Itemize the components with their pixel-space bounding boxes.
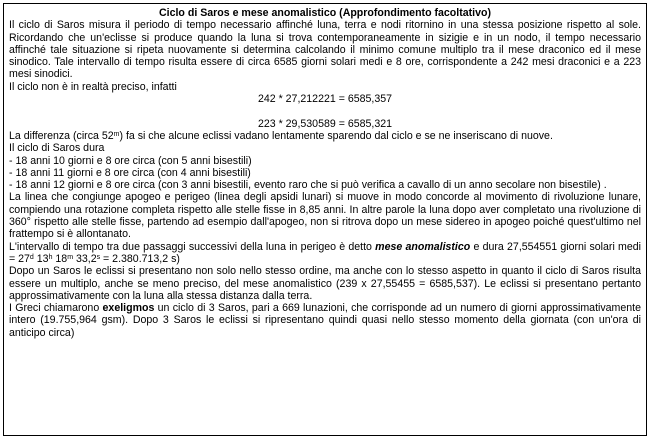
anomalistic-text: L'intervallo di tempo tra due passaggi successivi della luna in perigeo è detto bbox=[9, 240, 376, 253]
paragraph-not-precise: Il ciclo non è in realtà preciso, infatti bbox=[9, 80, 177, 93]
exeligmos-text: I Greci chiamarono bbox=[9, 302, 103, 315]
anomalistic-text: 18 bbox=[52, 252, 68, 265]
bullet-item: - 18 anni 11 giorni e 8 ore circa (con 4 anni bisestili) bbox=[9, 166, 251, 179]
difference-sup: m bbox=[113, 130, 120, 138]
unit-sup: d bbox=[29, 253, 34, 261]
paragraph-anomalistic-month bbox=[9, 241, 641, 266]
paragraph-difference bbox=[9, 130, 641, 142]
bullet-item: - 18 anni 12 giorni e 8 ore circa (con 3 anni bisestili, evento raro che si può verifica a cavallo di un anno secolare non bisestile) . bbox=[9, 179, 607, 192]
unit-sup: m bbox=[67, 253, 74, 261]
text-box bbox=[3, 3, 647, 436]
exeligmos-text: un ciclo di 3 Saros, pari a 669 lunazioni, che corrisponde ad un numero di giorni approssimativamente intero (19.755,964 gsm). Dopo 3 Saros le eclissi si ripresentano quindi quasi nello stesso momento della giornata (con un'ora di anticipo circa) bbox=[9, 302, 642, 339]
unit-sup: s bbox=[96, 253, 101, 261]
difference-text-end: ) fa si che alcune eclissi vadano lentamente sparendo dal ciclo e se ne inseriscano di nuove. bbox=[119, 129, 553, 142]
box-title: Ciclo di Saros e mese anomalistico (Approfondimento facoltativo) bbox=[159, 7, 491, 19]
paragraph-duration-intro: Il ciclo di Saros dura bbox=[9, 142, 105, 155]
paragraph-saros-anomalistic: Dopo un Saros le eclissi si presentano non solo nello stesso ordine, ma anche con lo stesso aspetto in quanto il ciclo di Saros risulta essere un multiplo, anche se meno preciso, del mese anomalistico (239 x 27,55455 = 6585,537). Le eclissi si presentano pertanto approssimativamente con la luna alla stessa distanza dalla terra. bbox=[9, 265, 641, 302]
anomalistic-text: e dura 27,554551 giorni solari medi = 27 bbox=[9, 240, 641, 265]
anomalistic-text: 13 bbox=[33, 252, 49, 265]
anomalistic-text: = 2.380.713,2 s) bbox=[100, 252, 180, 265]
term-anomalistic-month: mese anomalistico bbox=[375, 240, 471, 253]
paragraph-exeligmos bbox=[9, 302, 641, 339]
equation-synodic: 223 * 29,530589 = 6585,321 bbox=[257, 117, 393, 130]
spacer bbox=[9, 105, 641, 117]
difference-text-start: La differenza (circa 52 bbox=[9, 129, 114, 142]
paragraph-apsides: La linea che congiunge apogeo e perigeo (linea degli apsidi lunari) si muove in modo concorde al movimento di rivoluzione lunare, compiendo una rotazione completa rispetto alle stelle fisse in 8,85 anni. In altre parole la luna dopo aver completato una rivoluzione di 360° rispetto alle stelle fisse, partendo ad esempio dall'apogeo, non si ritrova dopo un mese sidereo in apogeo poiché quest'ultimo nel frattempo si è allontanato. bbox=[9, 191, 641, 241]
unit-sup: h bbox=[48, 253, 53, 261]
equation-draconic: 242 * 27,212221 = 6585,357 bbox=[257, 93, 393, 106]
term-exeligmos: exeligmos bbox=[102, 302, 155, 315]
paragraph-saros-definition: Il ciclo di Saros misura il periodo di tempo necessario affinché luna, terra e nodi ritornino in una stessa posizione rispetto al sole. Ricordando che un'eclisse si produce quando la luna si trova contemporaneamente in sizigie e in un nodo, il tempo necessario affinché tale situazione si ripeta nuovamente si determina calcolando il minimo comune multiplo tra il mese draconico ed il mese sinodico. Tale intervallo di tempo risulta essere di circa 6585 giorni solari medi e 8 ore, corrispondente a 242 mesi draconici e a 223 mesi sinodici. bbox=[9, 19, 641, 81]
anomalistic-text: 33,2 bbox=[73, 252, 97, 265]
bullet-item: - 18 anni 10 giorni e 8 ore circa (con 5 anni bisestili) bbox=[9, 154, 252, 167]
